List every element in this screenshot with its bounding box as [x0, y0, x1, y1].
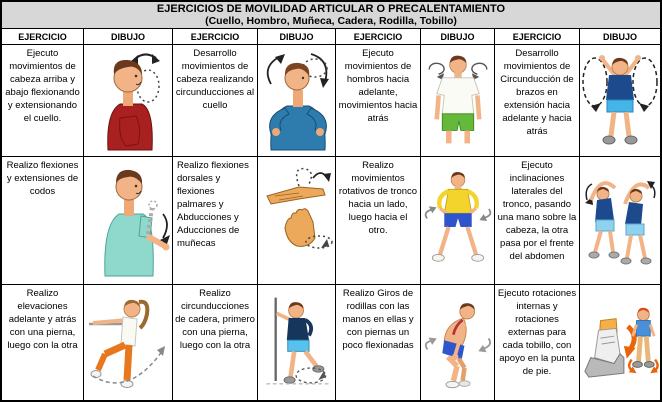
exercise-cell: Desarrollo movimientos de Circunducción de brazos en extensión hacia adelante y hacia atrás	[495, 45, 580, 156]
column-header-ejercicio-2: EJERCICIO	[173, 29, 258, 44]
table-row	[2, 157, 660, 285]
drawing-cell	[258, 157, 336, 284]
exercise-cell: Realizo flexiones y extensiones de codos	[2, 157, 84, 284]
drawing-cell	[258, 285, 336, 400]
arm-circumduction-drawing	[581, 48, 659, 152]
exercise-cell: Ejecuto rotaciones internas y rotaciones externas para cada tobillo, con apoyo en la punta de pie.	[495, 285, 580, 400]
elbow-flexion-extension-drawing	[85, 160, 171, 278]
wrist-flexions-drawing	[259, 160, 335, 280]
column-header-ejercicio-3: EJERCICIO	[336, 29, 421, 44]
exercise-cell: Desarrollo movimientos de cabeza realizando circunducciones al cuello	[173, 45, 258, 156]
drawing-cell	[84, 157, 173, 284]
column-header-dibujo-4: DIBUJO	[602, 31, 637, 42]
trunk-rotation-drawing	[422, 160, 494, 282]
column-header-dibujo-3: DIBUJO	[421, 29, 495, 44]
ankle-rotations-drawing	[581, 288, 659, 398]
drawing-cell	[84, 285, 173, 400]
exercise-cell: Ejecuto movimientos de hombros hacia adelante, movimientos hacia atrás	[336, 45, 421, 156]
drawing-cell	[421, 45, 495, 156]
trunk-lateral-inclination-drawing	[581, 160, 659, 282]
drawing-cell	[580, 45, 660, 156]
drawing-cell	[580, 157, 660, 284]
table-title-block	[2, 2, 660, 29]
column-header-dibujo-1: DIBUJO	[84, 29, 173, 44]
knee-circles-drawing	[422, 288, 494, 398]
hip-circumduction-drawing	[259, 288, 335, 398]
drawing-cell	[421, 157, 495, 284]
column-header-dibujo-2: DIBUJO	[258, 29, 336, 44]
head-flexion-extension-drawing	[86, 48, 170, 152]
exercise-cell: Realizo Giros de rodillas con las manos en ellas y con piernas un poco flexionadas	[336, 285, 421, 400]
table-row	[2, 285, 660, 400]
exercise-cell: Realizo elevaciones adelante y atrás con una pierna, luego con la otra	[2, 285, 84, 400]
exercise-cell: Ejecuto inclinaciones laterales del tronco, pasando una mano sobre la cabeza, la otra pasa por el frente del abdomen	[495, 157, 580, 284]
neck-circumduction-drawing	[259, 48, 335, 152]
table-row	[2, 45, 660, 157]
exercise-cell: Realizo flexiones dorsales y flexiones palmares y Abducciones y Aducciones de muñecas	[173, 157, 258, 284]
drawing-cell	[580, 285, 660, 400]
leg-swings-drawing	[85, 288, 171, 398]
drawing-cell	[421, 285, 495, 400]
column-header-row	[2, 29, 660, 45]
page-title: EJERCICIOS DE MOVILIDAD ARTICULAR O PRECALENTAMIENTO	[156, 3, 506, 15]
drawing-cell	[84, 45, 173, 156]
shoulder-rolls-drawing	[422, 48, 494, 152]
exercise-cell: Ejecuto movimientos de cabeza arriba y abajo flexionando y extensionando el cuello.	[2, 45, 84, 156]
exercise-cell: Realizo circunducciones de cadera, primero con una pierna, luego con la otra	[173, 285, 258, 400]
column-header-ejercicio-4: EJERCICIO	[495, 29, 580, 44]
page-subtitle: (Cuello, Hombro, Muñeca, Cadera, Rodilla, Tobillo)	[205, 15, 457, 27]
drawing-cell	[258, 45, 336, 156]
column-header-ejercicio-1: EJERCICIO	[2, 29, 84, 44]
exercise-cell: Realizo movimientos rotativos de tronco hacia un lado, luego hacia el otro.	[336, 157, 421, 284]
